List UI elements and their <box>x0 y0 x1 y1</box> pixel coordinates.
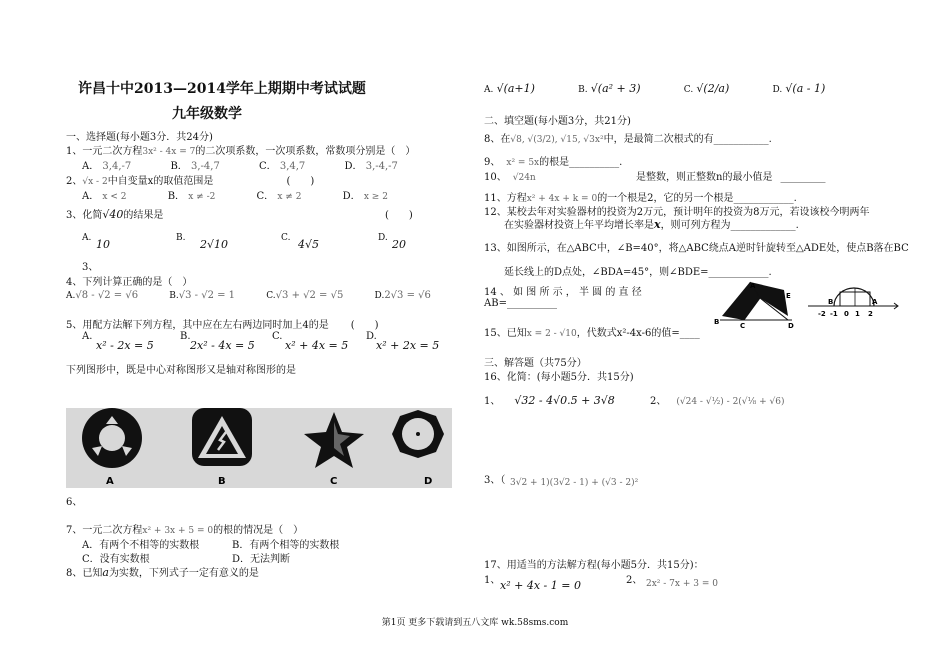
q5-opt-c-value: x² + 4x = 5 <box>285 339 349 352</box>
q3-opt-a: A. <box>82 233 92 243</box>
question-15: 15、已知x = 2 - √10，代数式x²-4x-6的值=____ <box>484 328 700 339</box>
q5-opt-c: C. <box>272 331 283 342</box>
question-17-2-num: 2、 <box>626 575 643 586</box>
point-e-label: E <box>786 292 791 300</box>
question-13-line1: 13、如图所示，在△ABC中，∠B=40°，将△ABC绕点A逆时针旋转至△ADE处，使点B落在BC <box>484 243 909 254</box>
question-17: 17、用适当的方法解方程(每小题5分．共15分)： <box>484 560 704 571</box>
question-12-line1: 12、某校去年对实验器材的投资为2万元，预计明年的投资为8万元，若设该校今明两年 <box>484 207 870 218</box>
question-14-line2: AB=__________ <box>484 298 557 309</box>
question-5: 5、用配方法解下列方程，其中应在左右两边同时加上4的是 ( ) <box>66 320 379 331</box>
question-8b: 8、在√8, √(3/2), √15, √3x²中，是最简二次根式的有___________. <box>484 134 772 145</box>
q7-opt-d: D．无法判断 <box>232 554 291 565</box>
q3-opt-b: B. <box>176 233 186 243</box>
semicircle-number-line-figure <box>808 284 900 318</box>
question-8: 8、已知a为实数，下列式子一定有意义的是 <box>66 566 259 579</box>
tick-label: -1 <box>830 310 838 318</box>
q3-opt-c: C. <box>281 233 291 243</box>
q3-opt-c-value: 4√5 <box>298 238 320 251</box>
question-16-1: 1、 √32 - 4√0.5 + 3√8 <box>484 394 615 407</box>
question-10: 10、 √24n <box>484 172 536 183</box>
tick-label: -2 <box>818 310 826 318</box>
question-13-line2: 延长线上的D点处，∠BDA=45°，则∠BDE=____________. <box>504 267 772 278</box>
q5-opt-d: D. <box>366 331 377 342</box>
question-3-paren: ( ) <box>385 210 413 221</box>
q3-opt-b-value: 2√10 <box>200 238 229 251</box>
figure-label-a: A <box>106 476 114 487</box>
q5-opt-b: B. <box>180 331 191 342</box>
figure-label-c: C <box>330 476 338 487</box>
axis-point-b-label: B <box>828 298 834 306</box>
tick-label: 0 <box>844 310 849 318</box>
point-b-label: B <box>714 318 720 326</box>
question-1-options: A． 3,4,-7 B． 3,-4,7 C． 3,4,7 D． 3,-4,-7 <box>82 161 398 172</box>
question-10-tail: 是整数，则正整数n的最小值是 _________ <box>636 172 826 183</box>
figure-b-warning-sign <box>192 408 252 466</box>
point-c-label: C <box>740 322 746 330</box>
question-2: 2、√x - 2中自变量x的取值范围是 ( ) <box>66 176 315 187</box>
figure-d-octagon <box>392 410 444 458</box>
q3-opt-d: D. <box>378 233 388 243</box>
question-11: 11、方程x² + 4x + k = 0的一个根是2，它的另一个根是____________. <box>484 193 797 204</box>
question-14-line1: 14 、 如 图 所 示 ， 半 圆 的 直 径 <box>484 287 642 298</box>
q7-opt-c: C．没有实数根 <box>82 554 150 565</box>
question-9: 9、 x² = 5x的根是__________. <box>484 157 623 168</box>
question-6: 6、 <box>66 497 83 508</box>
q3-opt-d-value: 20 <box>392 238 406 251</box>
q5-opt-a: A. <box>82 331 93 342</box>
question-17-1-num: 1、 <box>484 575 501 586</box>
q3-extra-number: 3、 <box>82 262 99 273</box>
q5-opt-d-value: x² + 2x = 5 <box>376 339 440 352</box>
question-3: 3、化简√40的结果是 <box>66 208 164 221</box>
q8-options: A. √(a+1) B. √(a² + 3) C. √(2/a) D. √(a - 1) <box>484 82 826 95</box>
q5-opt-a-value: x² - 2x = 5 <box>96 339 154 352</box>
figure-a-roundabout <box>82 408 142 468</box>
page-footer: 第1页 更多下载请到五八文库 wk.58sms.com <box>381 618 569 628</box>
figure-label-d: D <box>424 476 433 487</box>
exam-subtitle: 九年级数学 <box>172 106 242 122</box>
question-16-3-expr: 3√2 + 1)(3√2 - 1) + (√3 - 2)² <box>510 478 639 488</box>
q7-opt-b: B．有两个相等的实数根 <box>232 540 340 551</box>
question-5-followup: 下列图形中，既是中心对称图形又是轴对称图形的是 <box>66 365 296 376</box>
figure-label-b: B <box>218 476 226 487</box>
q7-opt-a: A．有两个不相等的实数根 <box>82 540 200 551</box>
question-2-options: A． x < 2 B． x ≠ -2 C． x ≠ 2 D． x ≥ 2 <box>82 191 388 202</box>
question-16-2: 2、 (√24 - √½) - 2(√⅛ + √6) <box>650 396 785 407</box>
q3-opt-a-value: 10 <box>96 238 110 251</box>
exam-title: 许昌十中2013—2014学年上期期中考试试题 <box>78 81 366 97</box>
question-12-line2: 在实验器材投资上年平均增长率是x，则可列方程为_____________. <box>504 218 799 231</box>
point-d-label: D <box>788 322 794 330</box>
question-17-1-eq: x² + 4x - 1 = 0 <box>500 579 581 592</box>
section-3-heading: 三、解答题（共75分） <box>484 358 587 369</box>
question-16: 16、化简：(每小题5分．共15分) <box>484 372 634 383</box>
rotated-triangles-figure <box>714 280 798 330</box>
q5-opt-b-value: 2x² - 4x = 5 <box>190 339 255 352</box>
question-4: 4、下列计算正确的是（ ） <box>66 277 193 288</box>
point-a-label: A <box>750 282 756 290</box>
tick-label: 1 <box>855 310 860 318</box>
question-16-3: 3、（ <box>484 475 506 486</box>
axis-point-a-label: A <box>872 298 878 306</box>
tick-label: 2 <box>868 310 873 318</box>
figures-strip <box>66 408 452 488</box>
question-7: 7、一元二次方程x² + 3x + 5 = 0的根的情况是（ ） <box>66 525 304 536</box>
question-1: 1、一元二次方程3x² - 4x = 7的二次项系数，一次项系数，常数项分别是（ ） <box>66 146 416 157</box>
question-17-2-eq: 2x² - 7x + 3 = 0 <box>646 579 718 589</box>
question-4-options: A.√8 - √2 = √6 B.√3 - √2 = 1 C.√3 + √2 = √5 D.2√3 = √6 <box>66 290 431 301</box>
section-1-heading: 一、选择题(每小题3分．共24分) <box>66 132 213 143</box>
section-2-heading: 二、填空题(每小题3分，共21分) <box>484 116 631 127</box>
